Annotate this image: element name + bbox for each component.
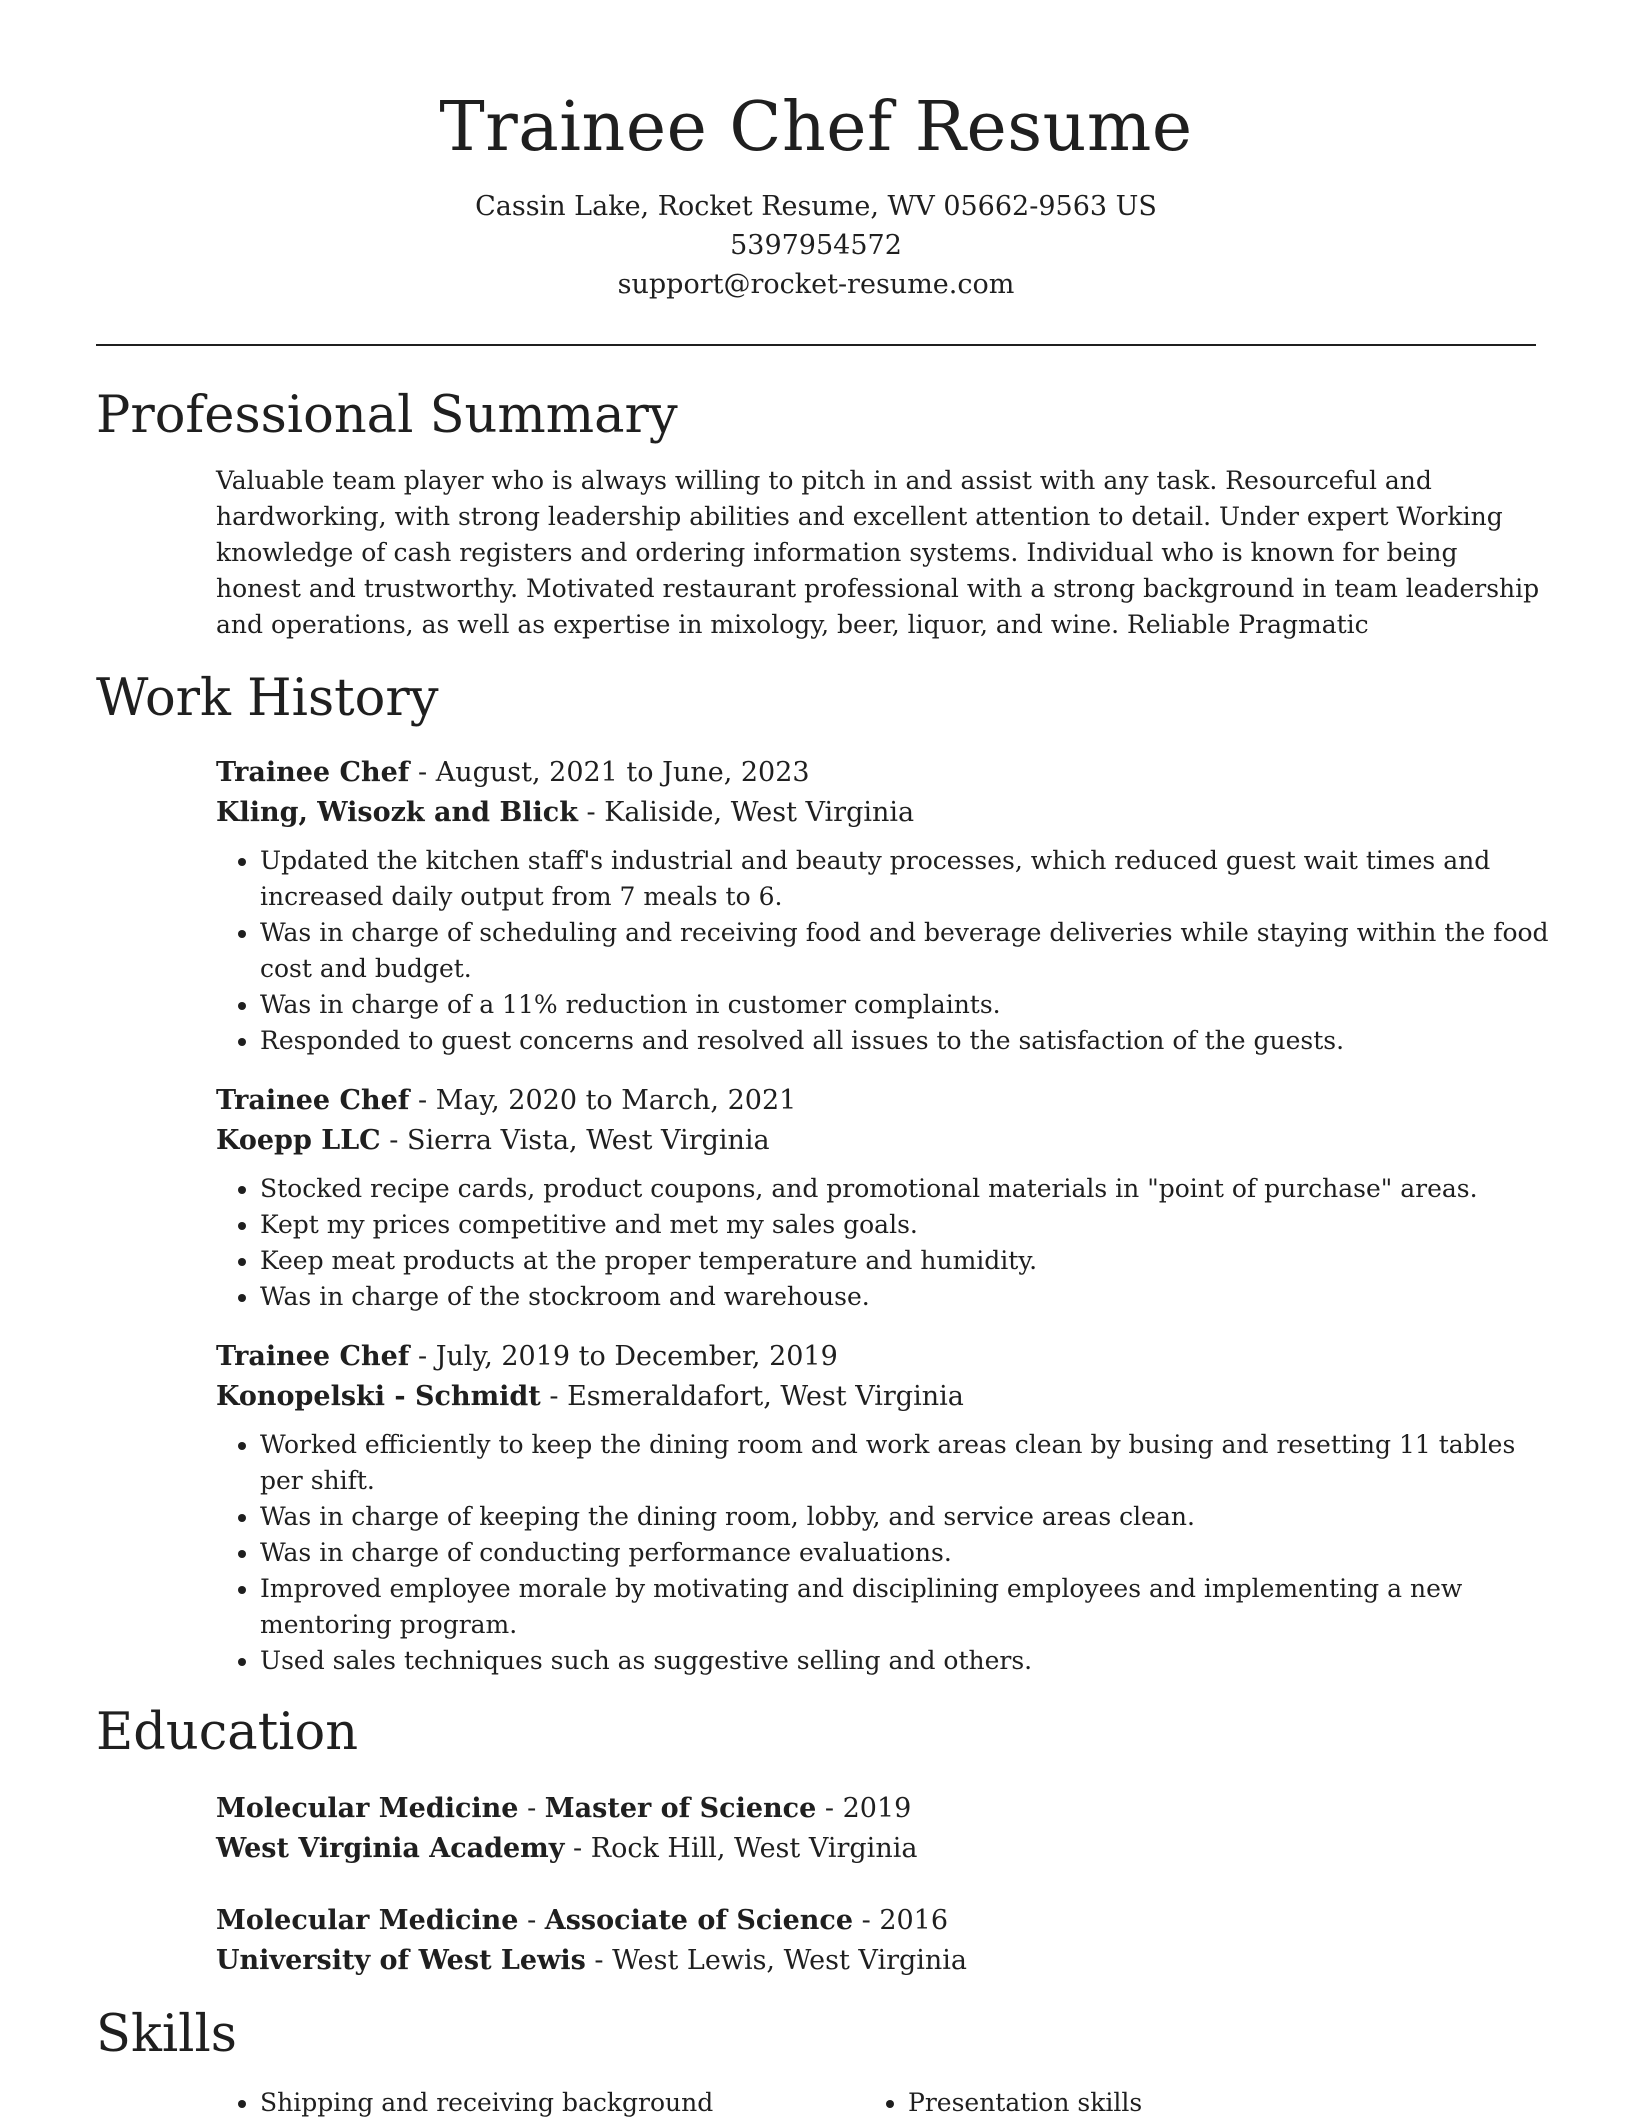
section-title-education: Education — [96, 1703, 359, 1762]
resume-page — [96, 0, 1549, 2121]
contact-block — [96, 187, 1536, 304]
contact-address: Cassin Lake, Rocket Resume, WV 05662-9563 US — [475, 191, 1157, 222]
education-school-line: University of West Lewis - West Lewis, West Virginia — [216, 1945, 968, 1976]
job-bullets — [216, 1427, 1556, 1679]
education-location: Rock Hill, West Virginia — [590, 1833, 918, 1864]
job-entry — [216, 1337, 1536, 1679]
job-bullet: • Kept my prices competitive and met my sales goals. — [260, 1207, 1556, 1243]
education-year: 2019 — [842, 1793, 912, 1824]
education-degree: Associate of Science — [544, 1905, 854, 1936]
job-dates: July, 2019 to December, 2019 — [435, 1341, 838, 1372]
job-company: Kling, Wisozk and Blick — [216, 797, 578, 828]
education-school-line: West Virginia Academy - Rock Hill, West Virginia — [216, 1833, 918, 1864]
job-title-line: Trainee Chef - May, 2020 to March, 2021 — [216, 1085, 797, 1116]
job-location: Kaliside, West Virginia — [604, 797, 915, 828]
resume-title: Trainee Chef Resume — [439, 88, 1193, 167]
section-title-skills: Skills — [96, 2005, 237, 2064]
section-title-work-history: Work History — [96, 669, 439, 728]
header-divider — [96, 344, 1536, 346]
education-entry — [216, 1789, 1536, 1869]
job-bullets — [216, 1171, 1556, 1315]
education-degree-line: Molecular Medicine - Associate of Science - 2016 — [216, 1905, 949, 1936]
job-bullet: • Improved employee morale by motivating and disciplining employees and implementing a new mentoring program. — [260, 1571, 1556, 1643]
job-entry — [216, 1081, 1536, 1315]
contact-email: support@rocket-resume.com — [617, 269, 1015, 300]
job-bullets — [216, 843, 1556, 1059]
skills-grid — [216, 2085, 1512, 2121]
education-degree-line: Molecular Medicine - Master of Science - 2019 — [216, 1793, 912, 1824]
education-school: West Virginia Academy — [216, 1833, 565, 1864]
skill-item: • Shipping and receiving background — [260, 2085, 864, 2121]
job-company-line: Koepp LLC - Sierra Vista, West Virginia — [216, 1125, 770, 1156]
job-title-line: Trainee Chef - July, 2019 to December, 2019 — [216, 1341, 838, 1372]
summary-text: Valuable team player who is always willing to pitch in and assist with any task. Resourceful and hardworking, with strong leadership abilities and excellent attention to detail. Under expert Working knowledge of cash registers and ordering information systems. Individual who is known for being honest and trustworthy. Motivated restaurant professional with a strong background in team leadership and operations, as well as expertise in mixology, beer, liquor, and wine. Reliable Pragmatic — [216, 466, 1540, 639]
section-title-summary: Professional Summary — [96, 386, 678, 445]
education-field: Molecular Medicine — [216, 1793, 519, 1824]
job-role: Trainee Chef — [216, 1085, 410, 1116]
job-bullet: • Worked efficiently to keep the dining room and work areas clean by busing and resetting 11 tables per shift. — [260, 1427, 1556, 1499]
education-field: Molecular Medicine — [216, 1905, 519, 1936]
job-role: Trainee Chef — [216, 1341, 410, 1372]
job-dates: August, 2021 to June, 2023 — [435, 757, 810, 788]
job-company-line: Kling, Wisozk and Blick - Kaliside, West Virginia — [216, 797, 915, 828]
education-year: 2016 — [879, 1905, 949, 1936]
job-bullet: • Responded to guest concerns and resolved all issues to the satisfaction of the guests. — [260, 1023, 1556, 1059]
education-degree: Master of Science — [544, 1793, 817, 1824]
skill-item: • Presentation skills — [908, 2085, 1512, 2121]
job-role: Trainee Chef — [216, 757, 410, 788]
job-dates: May, 2020 to March, 2021 — [435, 1085, 797, 1116]
job-bullet: • Was in charge of the stockroom and warehouse. — [260, 1279, 1556, 1315]
contact-phone: 5397954572 — [730, 230, 902, 261]
job-location: Sierra Vista, West Virginia — [406, 1125, 770, 1156]
job-bullet: • Keep meat products at the proper temperature and humidity. — [260, 1243, 1556, 1279]
job-bullet: • Used sales techniques such as suggestive selling and others. — [260, 1643, 1556, 1679]
job-company-line: Konopelski - Schmidt - Esmeraldafort, West Virginia — [216, 1381, 964, 1412]
skills-column-left — [216, 2085, 864, 2121]
job-company: Koepp LLC — [216, 1125, 381, 1156]
job-location: Esmeraldafort, West Virginia — [567, 1381, 964, 1412]
education-entry — [216, 1901, 1536, 1981]
job-entry — [216, 753, 1549, 1059]
education-location: West Lewis, West Virginia — [612, 1945, 968, 1976]
job-bullet: • Was in charge of conducting performance evaluations. — [260, 1535, 1556, 1571]
job-bullet: • Was in charge of keeping the dining room, lobby, and service areas clean. — [260, 1499, 1556, 1535]
skills-column-right — [864, 2085, 1512, 2121]
job-bullet: • Was in charge of scheduling and receiving food and beverage deliveries while staying within the food cost and budget. — [260, 915, 1556, 987]
job-bullet: • Stocked recipe cards, product coupons, and promotional materials in "point of purchase" areas. — [260, 1171, 1556, 1207]
job-bullet: • Was in charge of a 11% reduction in customer complaints. — [260, 987, 1556, 1023]
education-school: University of West Lewis — [216, 1945, 586, 1976]
job-title-line: Trainee Chef - August, 2021 to June, 2023 — [216, 757, 810, 788]
resume-header — [96, 0, 1536, 304]
job-company: Konopelski - Schmidt — [216, 1381, 541, 1412]
job-bullet: • Updated the kitchen staff's industrial and beauty processes, which reduced guest wait times and increased daily output from 7 meals to 6. — [260, 843, 1556, 915]
